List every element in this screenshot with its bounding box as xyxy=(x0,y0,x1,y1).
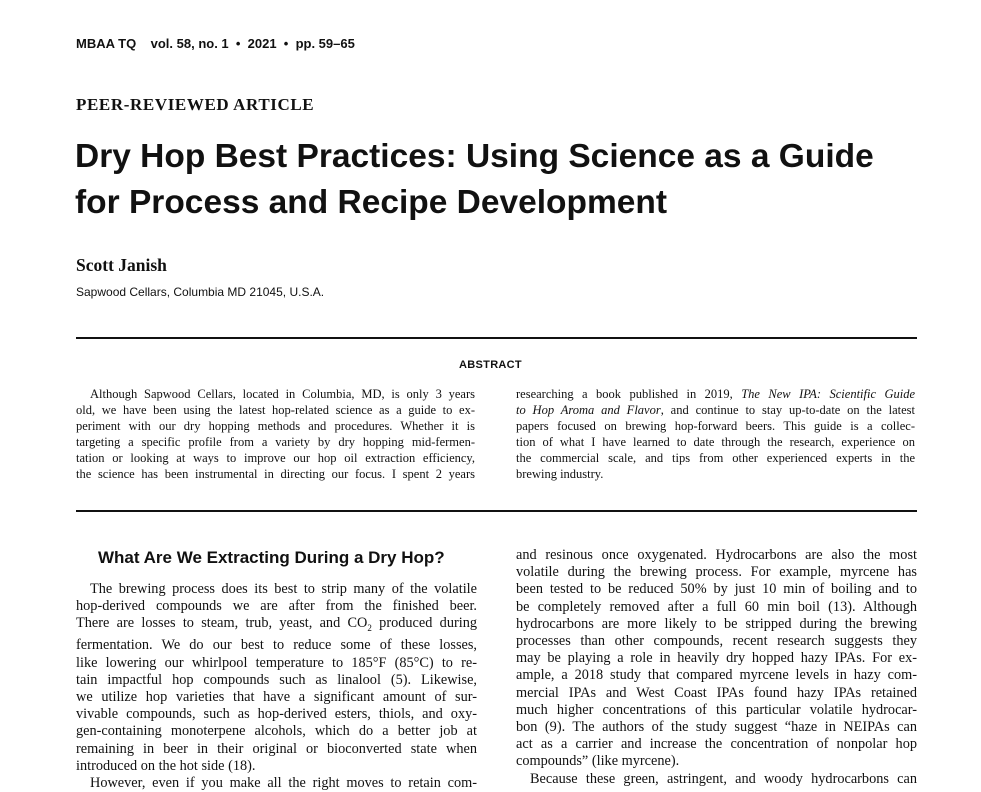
abstract-left-column xyxy=(76,386,475,482)
body-line xyxy=(76,615,477,637)
abstract-line: targeting a specific profile from a variety by dry hopping mid-fermen- xyxy=(76,435,475,449)
article-title xyxy=(75,134,955,226)
abstract-bottom-rule xyxy=(76,510,917,512)
title-line: Dry Hop Best Practices: Using Science as a Guide xyxy=(75,138,874,175)
book-title: The New IPA: Scientific Guide xyxy=(741,387,915,401)
body-line: and resinous once oxygenated. Hydrocarbons are also the most xyxy=(516,547,917,563)
body-line: processes than other compounds, recent research suggests they xyxy=(516,633,917,650)
abstract-text: researching a book published in 2019, xyxy=(516,387,742,401)
abstract-line: Although Sapwood Cellars, located in Columbia, MD, is only 3 years xyxy=(90,387,475,401)
body-line: gen-containing monoterpene alcohols, which do a better job at xyxy=(76,723,477,740)
body-line: we utilize hop varieties that have a significant amount of sur- xyxy=(76,689,477,706)
article-type-label: PEER-REVIEWED ARTICLE xyxy=(76,95,315,114)
abstract-line: periment with our dry hopping methods and procedures. Whether it is xyxy=(76,419,475,433)
author-name: Scott Janish xyxy=(76,255,167,275)
body-line: may be playing a role in heavily dry hopped hazy IPAs. For ex- xyxy=(516,650,917,667)
body-line: mercial IPAs and West Coast IPAs found hazy IPAs retained xyxy=(516,684,917,701)
abstract-text: , and continue to stay up-to-date on the latest xyxy=(660,403,916,417)
abstract-line: brewing industry. xyxy=(516,467,604,481)
body-line: be completely removed after a full 60 min boil (13). Although xyxy=(516,598,917,615)
body-line: Because these green, astringent, and woody hydrocarbons can xyxy=(530,770,917,787)
abstract-line: papers focused on brewing hop-forward beers. This guide is a collec- xyxy=(516,419,915,433)
book-title: to Hop Aroma and Flavor xyxy=(516,403,661,417)
body-line: been tested to be reduced 50% by just 10 min of boiling and to xyxy=(516,581,917,598)
body-line: The brewing process does its best to strip many of the volatile xyxy=(90,581,477,597)
body-text: produced during xyxy=(371,615,477,632)
title-line: for Process and Recipe Development xyxy=(75,184,668,221)
body-line: like lowering our whirlpool temperature to 185°F (85°C) to re- xyxy=(76,654,477,671)
body-line: hop-derived compounds we are after from the finished beer. xyxy=(76,598,477,615)
body-right-column xyxy=(516,547,917,788)
body-line: introduced on the hot side (18). xyxy=(76,757,256,774)
abstract-line: the science has been instrumental in directing our focus. I spent 2 years xyxy=(76,467,475,481)
abstract-line: old, we have been using the latest hop-related science as a guide to ex- xyxy=(76,403,475,417)
author-affiliation: Sapwood Cellars, Columbia MD 21045, U.S.A. xyxy=(76,285,325,299)
abstract-heading: ABSTRACT xyxy=(459,359,522,371)
body-line: However, even if you make all the right moves to retain com- xyxy=(90,775,477,792)
body-line: vivable compounds, such as hop-derived esters, thiols, and oxy- xyxy=(76,706,477,723)
abstract-line: tion of what I have learned to date through the research, experience on xyxy=(516,435,915,449)
journal-citation: MBAA TQ vol. 58, no. 1 • 2021 • pp. 59–65 xyxy=(76,36,355,51)
abstract-line: tation or looking at ways to improve our hop oil extraction efficiency, xyxy=(76,451,475,465)
body-line: bon (9). The authors of the study suggest “haze in NEIPAs can xyxy=(516,719,917,736)
abstract-top-rule xyxy=(76,337,917,339)
body-line: fermentation. We do our best to reduce some of these losses, xyxy=(76,637,477,654)
body-left-column xyxy=(76,581,477,792)
body-line: tain impactful hop compounds such as linalool (5). Likewise, xyxy=(76,671,477,688)
body-line: compounds” (like myrcene). xyxy=(516,753,680,770)
body-line: volatile during the brewing process. For example, myrcene has xyxy=(516,564,917,581)
subscript: 2 xyxy=(367,623,372,634)
abstract-line: the commercial scale, and tips from other experienced experts in the xyxy=(516,451,915,465)
section-heading: What Are We Extracting During a Dry Hop? xyxy=(98,548,445,567)
body-line: ample, a 2018 study that compared myrcene levels in hazy com- xyxy=(516,667,917,684)
body-line: hydrocarbons are more likely to be stripped during the brewing xyxy=(516,615,917,632)
body-line: act as a carrier and increase the concentration of nonpolar hop xyxy=(516,736,917,753)
abstract-line xyxy=(516,386,915,402)
abstract-right-column xyxy=(516,386,915,482)
body-line: much higher concentrations of this particular volatile hydrocar- xyxy=(516,701,917,718)
body-line: remaining in beer in their original or bioconverted state when xyxy=(76,740,477,757)
abstract-line xyxy=(516,402,915,418)
body-text: There are losses to steam, trub, yeast, and CO xyxy=(76,615,368,632)
